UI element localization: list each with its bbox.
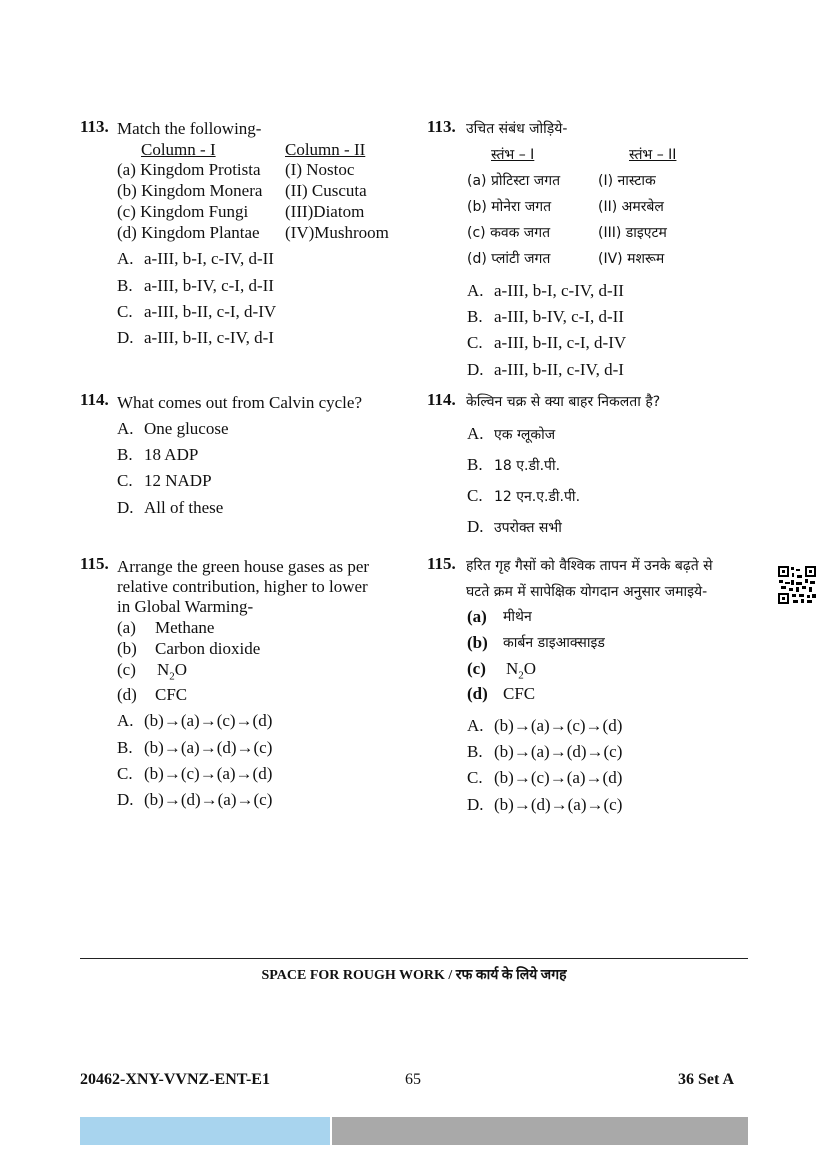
column-2-item: (IV)Mushroom	[285, 223, 389, 242]
question-number: 113.	[80, 117, 109, 136]
answer-option: A. (b)→(a)→(c)→(d)	[117, 711, 273, 730]
answer-option: A. One glucose	[117, 419, 229, 438]
paper-code: 20462-XNY-VVNZ-ENT-E1	[80, 1071, 270, 1088]
column-2-header: स्तंभ – II	[629, 147, 677, 163]
question-stem-line: हरित गृह गैसों को वैश्विक तापन में उनके बढ़ते से	[466, 558, 713, 574]
rough-work-label: SPACE FOR ROUGH WORK / रफ कार्य के लिये जगह	[261, 968, 567, 983]
answer-option: B. (b)→(a)→(d)→(c)	[117, 738, 273, 757]
answer-option: B. (b)→(a)→(d)→(c)	[467, 742, 623, 761]
answer-option: A. एक ग्लूकोज	[467, 424, 556, 443]
column-1-item: (d) Kingdom Plantae	[117, 223, 260, 242]
answer-option: D. (b)→(d)→(a)→(c)	[467, 795, 623, 814]
column-2-item: (IV) मशरूम	[598, 251, 665, 267]
answer-option: C. 12 NADP	[117, 471, 212, 490]
question-stem: Match the following-	[117, 119, 262, 138]
question-number: 114.	[427, 390, 456, 409]
question-number: 114.	[80, 390, 109, 409]
column-2-item: (I) Nostoc	[285, 160, 355, 179]
qr-code-icon	[777, 565, 817, 605]
item-text: Methane	[155, 618, 215, 637]
set-label: 36 Set A	[678, 1071, 734, 1088]
column-2-item: (II) Cuscuta	[285, 181, 367, 200]
item-label: (c)	[117, 660, 136, 679]
question-stem-line: Arrange the green house gases as per	[117, 557, 370, 576]
answer-option: C. (b)→(c)→(a)→(d)	[467, 768, 623, 787]
item-label: (c)	[467, 659, 486, 678]
item-formula: $N_2O$	[506, 659, 537, 682]
question-stem: केल्विन चक्र से क्या बाहर निकलता है?	[466, 394, 661, 410]
answer-option: D. (b)→(d)→(a)→(c)	[117, 790, 273, 809]
item-text: CFC	[155, 685, 188, 704]
divider-line	[80, 958, 748, 959]
column-1-item: (c) Kingdom Fungi	[117, 202, 249, 221]
answer-option: A. (b)→(a)→(c)→(d)	[467, 716, 623, 735]
answer-option: B. 18 ADP	[117, 445, 199, 464]
column-1-item: (c) कवक जगत	[467, 225, 551, 241]
answer-option: B. a-III, b-IV, c-I, d-II	[117, 276, 274, 295]
answer-option: C. 12 एन.ए.डी.पी.	[467, 486, 581, 505]
question-stem: What comes out from Calvin cycle?	[117, 393, 362, 412]
item-label: (a)	[117, 618, 136, 637]
column-1-item: (b) मोनेरा जगत	[467, 199, 552, 215]
footer-bar-gray	[332, 1117, 748, 1145]
question-stem: उचित संबंध जोड़िये-	[466, 121, 568, 137]
item-label: (d)	[467, 684, 488, 703]
column-1-item: (b) Kingdom Monera	[117, 181, 263, 200]
column-2-item: (II) अमरबेल	[598, 199, 664, 215]
question-number: 115.	[427, 554, 456, 573]
column-2-item: (III) डाइएटम	[598, 225, 667, 241]
question-stem-line: in Global Warming-	[117, 597, 254, 616]
answer-option: C. (b)→(c)→(a)→(d)	[117, 764, 273, 783]
item-label: (b)	[117, 639, 137, 658]
column-2-item: (I) नास्टाक	[598, 173, 656, 189]
answer-option: D. a-III, b-II, c-IV, d-I	[467, 360, 624, 379]
column-2-item: (III)Diatom	[285, 202, 365, 221]
item-text: मीथेन	[503, 609, 532, 625]
answer-option: C. a-III, b-II, c-I, d-IV	[117, 302, 277, 321]
column-2-header: Column - II	[285, 140, 366, 159]
item-text: CFC	[503, 684, 536, 703]
answer-option: B. 18 ए.डी.पी.	[467, 455, 561, 474]
item-label: (a)	[467, 607, 487, 626]
answer-option: B. a-III, b-IV, c-I, d-II	[467, 307, 624, 326]
answer-option: A. a-III, b-I, c-IV, d-II	[467, 281, 624, 300]
answer-option: D. a-III, b-II, c-IV, d-I	[117, 328, 274, 347]
column-1-item: (d) प्लांटी जगत	[467, 251, 551, 267]
column-1-item: (a) Kingdom Protista	[117, 160, 261, 179]
item-label: (b)	[467, 633, 488, 652]
item-text: कार्बन डाइआक्साइड	[503, 635, 605, 651]
column-1-header: Column - I	[141, 140, 216, 159]
page-number: 65	[405, 1071, 421, 1088]
answer-option: A. a-III, b-I, c-IV, d-II	[117, 249, 274, 268]
answer-option: D. All of these	[117, 498, 224, 517]
question-stem-line: relative contribution, higher to lower	[117, 577, 368, 596]
footer-bar-blue	[80, 1117, 330, 1145]
column-1-item: (a) प्रोटिस्टा जगत	[467, 173, 561, 189]
question-number: 115.	[80, 554, 109, 573]
answer-option: D. उपरोक्त सभी	[467, 517, 562, 536]
item-text: Carbon dioxide	[155, 639, 261, 658]
question-stem-line: घटते क्रम में सापेक्षिक योगदान अनुसार जमाइये-	[466, 584, 708, 600]
question-number: 113.	[427, 117, 456, 136]
answer-option: C. a-III, b-II, c-I, d-IV	[467, 333, 627, 352]
item-label: (d)	[117, 685, 137, 704]
column-1-header: स्तंभ – I	[491, 147, 535, 163]
item-formula: $N_2O$	[157, 660, 188, 683]
